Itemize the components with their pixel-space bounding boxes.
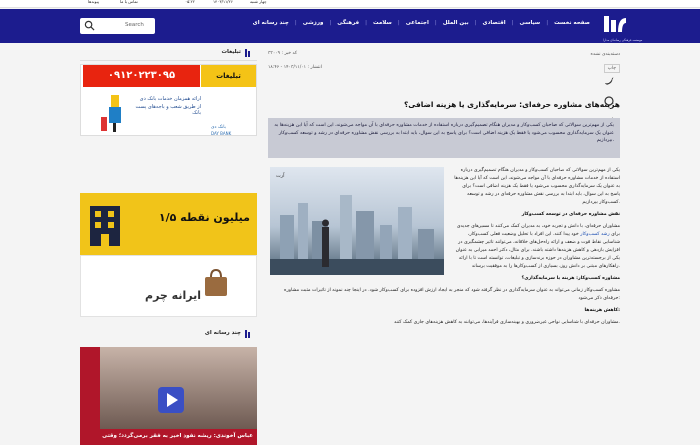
bank-name: بانک دی xyxy=(211,125,226,130)
paragraph: یکی از مهم‌ترین سوالاتی که صاحبان کسب‌وکار و مدیران هنگام تصمیم‌گیری درباره استفاده از خدمات مشاوره حرفه‌ای با آن مواجه می‌شوند، این است که آیا این هزینه‌ها به عنوان یک سرمایه‌گذاری محسوب می‌شود یا فقط یک هزینه اضافی است؟ برای پاسخ به این سوال، باید ابتدا به بررسی نقش مشاوره حرفه‌ای در رشد و توسعه کسب‌وکار بپردازیم. xyxy=(454,168,620,205)
nav-separator: | xyxy=(365,20,368,26)
paragraph: مشاوران حرفه‌ای با شناسایی نواحی غیرضروری و بهینه‌سازی فرآیندها، می‌توانند به کاهش هزینه‌های جاری کمک کنند. xyxy=(394,320,620,325)
article xyxy=(268,45,620,400)
article-body xyxy=(268,167,620,331)
breadcrumb[interactable]: دسته‌بندی نشده xyxy=(590,52,620,57)
nav-international[interactable]: بین الملل xyxy=(442,20,469,26)
ad-phone: ۰۹۱۲۰۲۲۳۰۹۵ xyxy=(83,65,200,87)
nav-separator: | xyxy=(294,20,297,26)
publish-date: انتشار : ۱۴۰۳/۱۱/۰۱ - ۱۸:۴۶ xyxy=(268,65,322,70)
nav-economy[interactable]: اقتصادی xyxy=(482,20,506,26)
ad-tag: تبلیغات xyxy=(201,65,256,87)
nav-separator: | xyxy=(546,20,549,26)
paragraph: مشاوره کسب‌وکار زمانی می‌تواند به عنوان سرمایه‌گذاری در نظر گرفته شود که منجر به ایجاد ارزش افزوده برای کسب‌وکار شود. در اینجا چند نمونه از تاثیرات مثبت مشاوره حرفه‌ای ذکر می‌شود: xyxy=(283,288,620,301)
nav-separator: | xyxy=(434,20,437,26)
ad-line-1: ارائه همزمان خدمات بانک دی xyxy=(139,96,201,102)
leather-ad-text: ایرانه چرم xyxy=(145,289,201,302)
search-box[interactable] xyxy=(80,18,155,34)
growth-link[interactable]: رشد کسب‌وکار xyxy=(580,232,610,237)
nav-multimedia[interactable]: چند رسانه ای xyxy=(252,20,289,26)
nav-separator: | xyxy=(397,20,400,26)
paragraph-text: خود پیدا کنند. این افراد با تحلیل وضعیت فعلی کسب‌وکار، شناسایی نقاط قوت و ضعف و ارائه راه‌حل‌های خلاقانه، می‌توانند تاثیر چشمگیری در افزایش بازدهی و کاهش هزینه‌ها داشته باشند. برای مثال، دکتر احمد میرابی به عنوان یکی از برجسته‌ترین مشاوران در حوزه برندسازی و تبلیغات، توانسته است تا با ارائه راهکارهای مبتنی بر دانش روز، بسیاری از کسب‌وکارها را به موفقیت برساند. xyxy=(455,232,620,269)
section-bars-icon xyxy=(245,49,253,57)
top-bar xyxy=(0,0,700,8)
nav-sports[interactable]: ورزشی xyxy=(302,20,324,26)
search-icon[interactable] xyxy=(84,20,95,31)
building-icon xyxy=(86,202,124,248)
search-input[interactable]: Search xyxy=(125,22,144,28)
nav-separator: | xyxy=(329,20,332,26)
subheading: مشاوره کسب‌وکار: هزینه یا سرمایه‌گذاری؟ xyxy=(521,276,620,281)
news-code: کد خبر : ۳۳۰۰۹ xyxy=(268,51,298,56)
nav-home[interactable]: صفحه نخست xyxy=(554,20,590,26)
section-bars-icon xyxy=(245,330,253,338)
ad-line-2: از طریق شعب و باجه‌های پست بانک xyxy=(135,104,201,116)
main-nav xyxy=(253,20,590,26)
nav-health[interactable]: سلامت xyxy=(373,20,392,26)
leather-ad[interactable] xyxy=(80,255,257,317)
sidebar xyxy=(80,45,257,439)
paragraph-text: مشاوران حرفه‌ای، با دانش و تجربه خود، به مدیران کمک می‌کنند تا مسیرهای جدیدی برای xyxy=(456,224,620,237)
multimedia-item[interactable] xyxy=(80,347,257,445)
bank-name-en: DAY BANK xyxy=(211,131,232,136)
points-ad[interactable] xyxy=(80,193,257,255)
contact-link[interactable]: تماس با ما xyxy=(120,0,138,4)
nav-politics[interactable]: سیاسی xyxy=(519,20,541,26)
nav-culture[interactable]: فرهنگی xyxy=(337,20,360,26)
subheading: کاهش هزینه‌ها: xyxy=(584,308,620,313)
ads-header xyxy=(80,45,257,61)
points-ad-text: ۱/۵ میلیون نقطه xyxy=(158,211,250,224)
multimedia-label: چند رسانه ای xyxy=(204,330,241,336)
nav-separator: | xyxy=(474,20,477,26)
article-title: هزینه‌های مشاوره حرفه‌ای: سرمایه‌گذاری یا هزینه اضافی؟ xyxy=(403,100,620,109)
weekday: چهار شنبه xyxy=(250,0,267,4)
video-caption[interactable]: عباس آخوندی: ریشه نفوذ اخیر به فقر برمی‌گردد؛ وقتی xyxy=(102,433,253,439)
image-watermark: آرت xyxy=(276,173,285,179)
site-logo[interactable] xyxy=(602,12,628,40)
bag-icon xyxy=(203,268,229,298)
nav-social[interactable]: اجتماعی xyxy=(405,20,429,26)
article-lead: یکی از مهم‌ترین سوالاتی که صاحبان کسب‌وکار و مدیران هنگام تصمیم‌گیری درباره استفاده از خدمات مشاوره حرفه‌ای با آن مواجه می‌شوند، این است که آیا این هزینه‌ها به عنوان یک سرمایه‌گذاری محسوب می‌شود یا فقط یک هزینه اضافی است؟ برای پاسخ به این سوال، باید ابتدا به بررسی نقش مشاوره حرفه‌ای در رشد و توسعه کسب‌وکار بپردازیم. xyxy=(268,118,620,158)
logo-subtitle: موسسه فرهنگی رسانه‌ای مدارا xyxy=(603,38,643,42)
clock: ۰۵:۲۲ xyxy=(185,0,195,4)
print-button[interactable]: چاپ xyxy=(604,64,620,73)
site-header xyxy=(0,9,700,43)
play-icon[interactable] xyxy=(158,387,184,413)
paragraph xyxy=(452,223,620,271)
subheading: نقش مشاوره حرفه‌ای در توسعه کسب‌وکار xyxy=(521,212,620,217)
ads-label: تبلیغات xyxy=(221,49,241,55)
date: ۱۴۰۳/۱۱/۲۶ xyxy=(213,0,233,4)
multimedia-header xyxy=(80,328,257,342)
mailbox-illustration xyxy=(99,89,129,133)
bank-ad[interactable] xyxy=(80,64,257,136)
nav-separator: | xyxy=(511,20,514,26)
links-link[interactable]: پیوندها xyxy=(88,0,99,4)
